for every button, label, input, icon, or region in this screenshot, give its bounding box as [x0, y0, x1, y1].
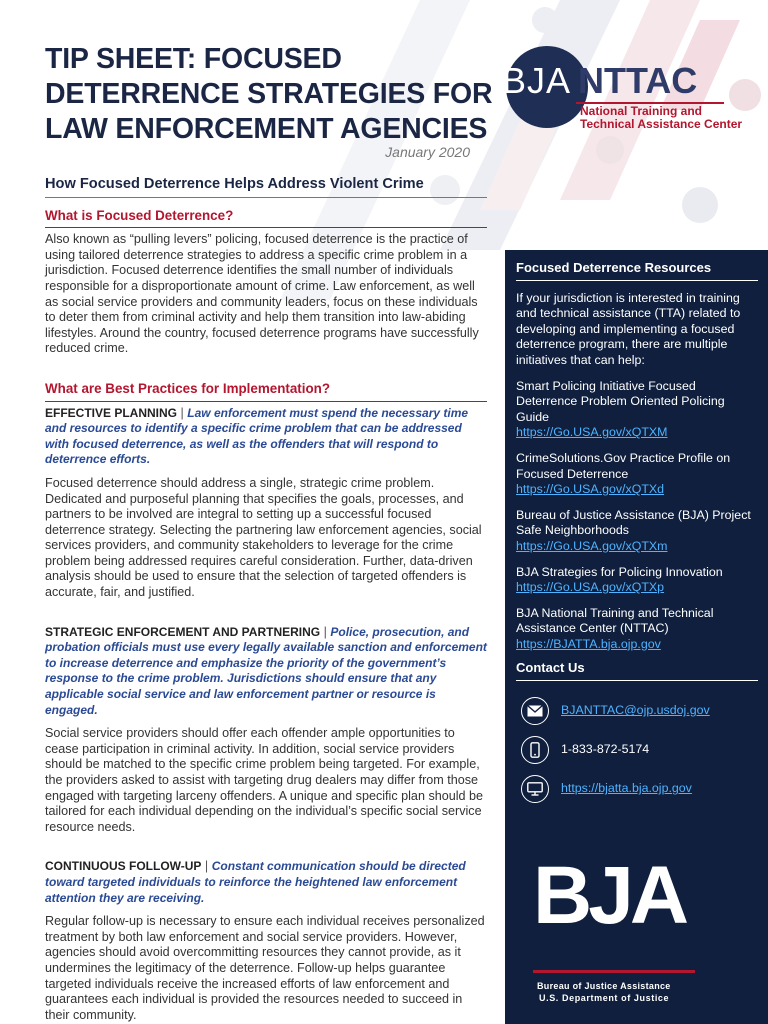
resource-item	[516, 508, 758, 555]
what-is-body: Also known as “pulling levers” policing, focused deterrence is the practice of using tailored deterrence strategies to address a specific crime problem in a jurisdiction. Focused deterrence identifies the small number of individuals responsible for a disproportionate amount of crime. Law enforcement, as well as social service providers and community leaders, focus on these individuals to deter them from criminal activity and help them transition into law-abiding lifestyles. Around the country, focused deterrence programs have successfully reduced crime.	[45, 232, 479, 356]
practice-lead-text: Police, prosecution, and probation officials must use every legally available sanction and enforcement to increase deterrence and emphasize the priority of the government’s response to the crime problem. Jurisdictions should ensure that any applicable social service and law enforcement partner or resource is engaged.	[45, 624, 487, 717]
practice-label: STRATEGIC ENFORCEMENT AND PARTNERING	[45, 624, 321, 639]
main-column	[45, 177, 487, 1024]
logo-subtitle-line-2: Technical Assistance Center	[580, 117, 743, 131]
practice-label: EFFECTIVE PLANNING	[45, 405, 178, 420]
section-heading-best-practices: What are Best Practices for Implementation?	[45, 381, 487, 402]
resource-link[interactable]: https://Go.USA.gov/xQTXp	[516, 580, 665, 595]
bja-logo-bar	[533, 970, 695, 973]
practice-lead-enforcement: STRATEGIC ENFORCEMENT AND PARTNERING | Police, prosecution, and probation officials must use every legally available sanction and enforcement to increase deterrence and emphasize the priority of the government’s response to the crime problem. Jurisdictions should ensure that any applicable social service and law enforcement partner or resource is engaged.	[45, 624, 487, 717]
resource-item	[516, 451, 758, 498]
contact-email-row	[516, 697, 758, 725]
logo-nttac-text: NTTAC	[578, 60, 698, 101]
main-heading: How Focused Deterrence Helps Address Violent Crime	[45, 177, 487, 198]
contact-phone: 1-833-872-5174	[561, 742, 650, 757]
bja-logo-letters: BJA	[533, 850, 686, 941]
practice-label: CONTINUOUS FOLLOW-UP	[45, 859, 202, 874]
title-line-1: TIP SHEET: FOCUSED	[45, 43, 342, 75]
practice-body-enforcement: Social service providers should offer each offender ample opportunities to cease participation in criminal activity. In addition, social service providers should be matched to the specific crime problem being targeted. For example, the providers asked to assist with targeting drug dealers may differ from those engaged with targeting larceny offenders. A unique and specific plan should be tailored for each individual depending on the individual’s specific social service resource needs.	[45, 726, 484, 834]
title-line-2: DETERRENCE STRATEGIES FOR	[45, 78, 493, 110]
resource-item	[516, 565, 758, 596]
resource-link[interactable]: https://Go.USA.gov/xQTXm	[516, 538, 668, 553]
resources-intro: If your jurisdiction is interested in training and technical assistance (TTA) related to developing and implementing a focused deterrence program, there are multiple initiatives that can help:	[516, 290, 741, 367]
resource-item	[516, 379, 758, 441]
practice-lead-text: Constant communication should be directed toward targeted individuals to reinforce the heightened law enforcement attention they are receiving.	[45, 859, 466, 905]
resources-heading: Focused Deterrence Resources	[516, 260, 758, 281]
contact-website-link[interactable]: https://bjatta.bja.ojp.gov	[561, 781, 692, 796]
bja-logo	[529, 850, 709, 1008]
resource-title: BJA National Training and Technical Assistance Center (NTTAC)	[516, 605, 714, 636]
logo-subtitle-line-1: National Training and	[580, 104, 703, 118]
resource-title: CrimeSolutions.Gov Practice Profile on Focused Deterrence	[516, 450, 731, 481]
practice-lead-planning: EFFECTIVE PLANNING | Law enforcement must spend the necessary time and resources to identify a specific crime problem that can be addressed with focused deterrence, as well as the offenders that will respond to deterrence efforts.	[45, 405, 469, 467]
resource-title: BJA Strategies for Policing Innovation	[516, 564, 723, 579]
practice-lead-follow-up: CONTINUOUS FOLLOW-UP | Constant communication should be directed toward targeted individuals to reinforce the heightened law enforcement attention they are receiving.	[45, 859, 466, 905]
resource-title: Bureau of Justice Assistance (BJA) Project Safe Neighborhoods	[516, 507, 751, 538]
title-line-3: LAW ENFORCEMENT AGENCIES	[45, 113, 488, 145]
phone-icon	[521, 736, 549, 764]
logo-bja-text: BJA	[502, 60, 572, 101]
bja-nttac-logo	[500, 46, 743, 132]
practice-body-planning: Focused deterrence should address a single, strategic crime problem. Dedicated and purposeful planning that specifies the goals, processes, and partners to be involved are integral to setting up a successful focused deterrence strategy. Selecting the partnering law enforcement agencies, social services providers, and community stakeholders to leverage for the crime problem being addressed requires careful consideration. Further, data-driven analysis should be used to ensure that the selection of targeted offenders is accurate, fair, and justified.	[45, 475, 482, 600]
contact-website-row	[516, 775, 758, 803]
contact-heading: Contact Us	[516, 660, 758, 681]
section-heading-what-is: What is Focused Deterrence?	[45, 208, 487, 229]
contact-phone-row	[516, 736, 758, 764]
resource-title: Smart Policing Initiative Focused Deterrence Problem Oriented Policing Guide	[516, 378, 725, 424]
resource-item	[516, 606, 758, 653]
bja-logo-line-1: Bureau of Justice Assistance	[537, 981, 671, 991]
resource-link[interactable]: https://BJATTA.bja.ojp.gov	[516, 636, 661, 651]
resource-link[interactable]: https://Go.USA.gov/xQTXM	[516, 425, 668, 440]
logo-subtitle	[580, 105, 742, 131]
publication-date: January 2020	[385, 144, 470, 160]
contact-email-link[interactable]: BJANTTAC@ojp.usdoj.gov	[561, 703, 710, 718]
resource-link[interactable]: https://Go.USA.gov/xQTXd	[516, 482, 665, 497]
practice-lead-text: Law enforcement must spend the necessary time and resources to identify a specific crime problem that can be addressed with focused deterrence, as well as the offenders that will respond to deterrence efforts.	[45, 405, 469, 467]
envelope-icon	[521, 697, 549, 725]
resources-sidebar	[505, 250, 768, 1024]
practice-body-follow-up: Regular follow-up is necessary to ensure each individual receives personalized treatment by both law enforcement and social service providers. However, agencies should avoid overcommitting resources they cannot provide, as it undermines the legitimacy of the deterrence. Follow-up helps guarantee targeted individuals receive the increased efforts of law enforcement and guarantees each individual is provided the resources needed to succeed in their community.	[45, 914, 485, 1022]
monitor-icon	[521, 775, 549, 803]
bja-logo-line-2: U.S. Department of Justice	[539, 993, 670, 1003]
page-title	[45, 42, 493, 147]
